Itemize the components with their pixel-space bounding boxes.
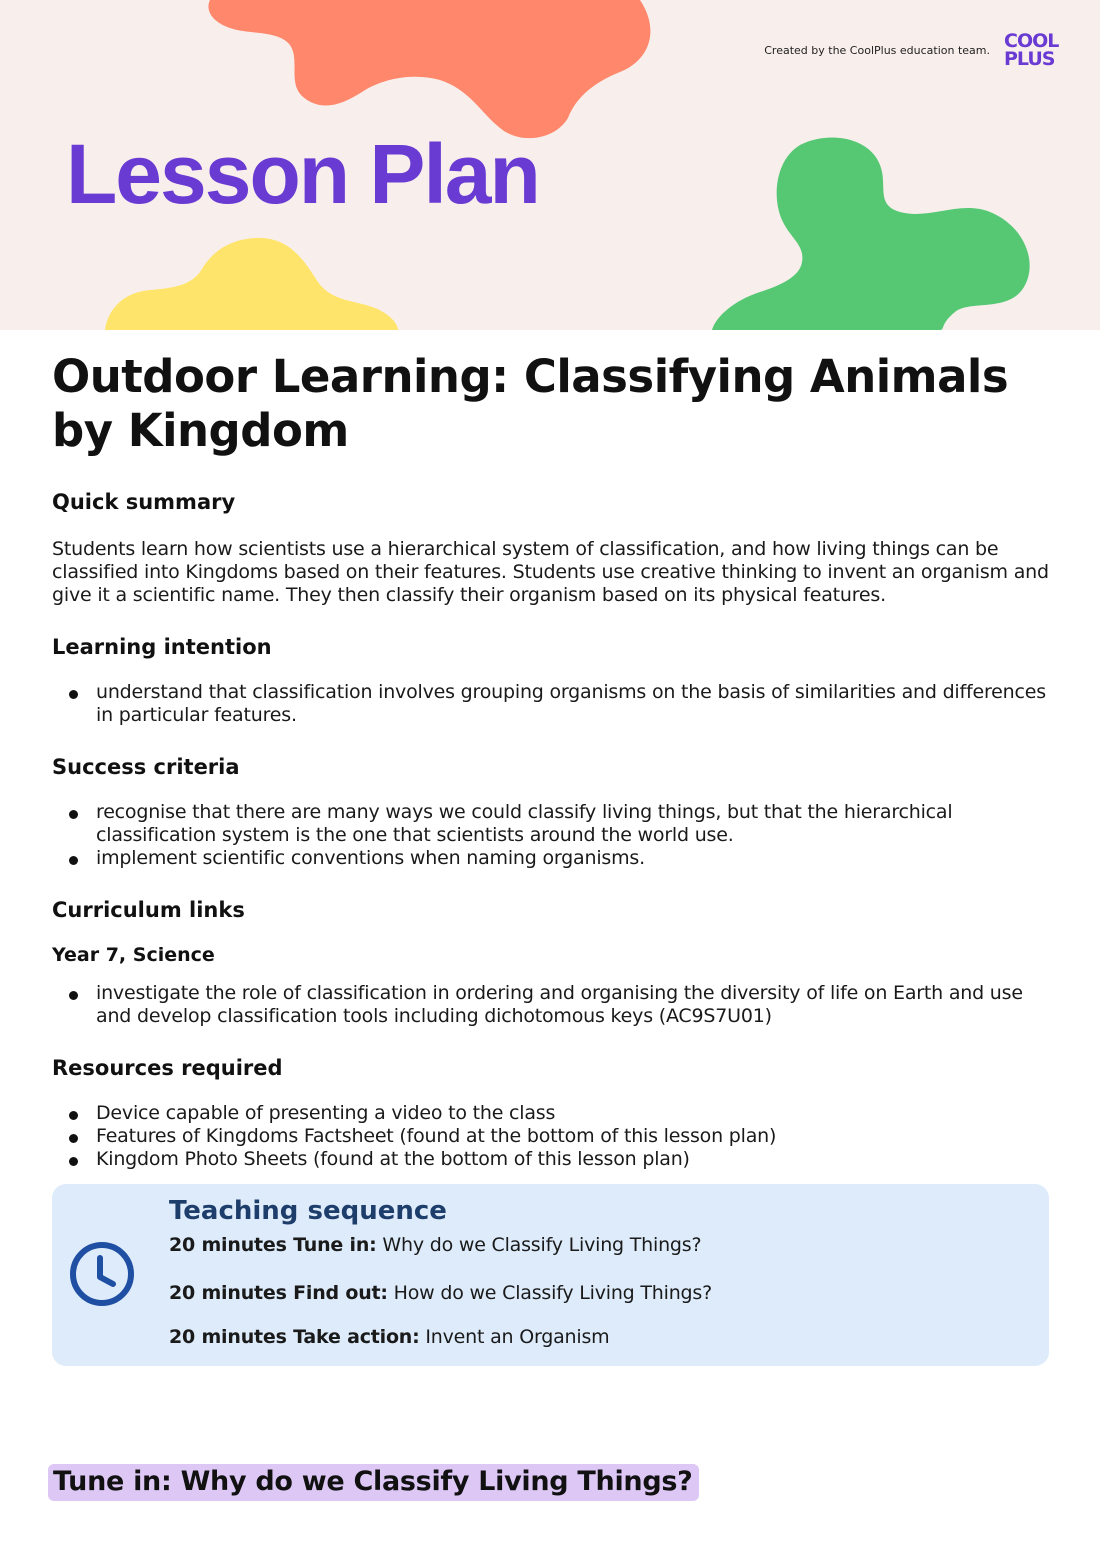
teaching-sequence-heading: Teaching sequence	[169, 1196, 447, 1226]
teaching-sequence-box	[52, 1184, 1049, 1366]
success-criteria-heading: Success criteria	[52, 755, 240, 779]
green-blob	[712, 138, 1030, 330]
orange-blob	[208, 0, 650, 138]
list-item: Device capable of presenting a video to the class	[52, 1102, 1052, 1125]
step-label: 20 minutes Tune in:	[169, 1234, 377, 1256]
yellow-blob	[105, 238, 398, 330]
sequence-step-find-out	[169, 1282, 712, 1304]
resources-list	[52, 1102, 1052, 1171]
step-label: 20 minutes Take action:	[169, 1326, 420, 1348]
hero-banner	[0, 0, 1100, 330]
sequence-step-take-action	[169, 1326, 609, 1348]
banner-title: Lesson Plan	[66, 127, 539, 221]
logo-line-2: PLUS	[1004, 48, 1055, 70]
sequence-step-tune-in	[169, 1234, 701, 1256]
step-text: Why do we Classify Living Things?	[376, 1234, 702, 1256]
tune-in-heading: Tune in: Why do we Classify Living Things?	[48, 1464, 699, 1501]
list-item: Kingdom Photo Sheets (found at the bottom of this lesson plan)	[52, 1148, 1052, 1171]
learning-intention-heading: Learning intention	[52, 635, 272, 659]
clock-icon	[68, 1240, 136, 1308]
step-label: 20 minutes Find out:	[169, 1282, 388, 1304]
step-text: How do we Classify Living Things?	[387, 1282, 712, 1304]
quick-summary-heading: Quick summary	[52, 490, 236, 514]
success-criteria-list	[52, 801, 1052, 870]
list-item: implement scientific conventions when naming organisms.	[52, 847, 1052, 870]
curriculum-links-list	[52, 982, 1052, 1028]
quick-summary-text: Students learn how scientists use a hierarchical system of classification, and how living things can be classified into Kingdoms based on their features. Students use creative thinking to invent an organism and give it a scientific name. They then classify their organism based on its physical features.	[52, 538, 1049, 606]
curriculum-links-heading: Curriculum links	[52, 898, 245, 922]
step-text: Invent an Organism	[419, 1326, 610, 1348]
curriculum-subheading: Year 7, Science	[52, 944, 215, 966]
credit-text: Created by the CoolPlus education team.	[764, 44, 990, 57]
coolplus-logo	[1004, 32, 1068, 72]
list-item: investigate the role of classification in ordering and organising the diversity of life on Earth and use and develop classification tools including dichotomous keys (AC9S7U01)	[52, 982, 1052, 1028]
learning-intention-list	[52, 681, 1052, 727]
lesson-content	[52, 350, 1052, 1171]
list-item: understand that classification involves grouping organisms on the basis of similarities and differences in particular features.	[52, 681, 1052, 727]
logo-line-1: COOL	[1004, 30, 1059, 52]
list-item: Features of Kingdoms Factsheet (found at the bottom of this lesson plan)	[52, 1125, 1052, 1148]
page-title: Outdoor Learning: Classifying Animals by Kingdom	[52, 350, 1009, 457]
resources-heading: Resources required	[52, 1056, 283, 1080]
list-item: recognise that there are many ways we could classify living things, but that the hierarchical classification system is the one that scientists around the world use.	[52, 801, 1052, 847]
